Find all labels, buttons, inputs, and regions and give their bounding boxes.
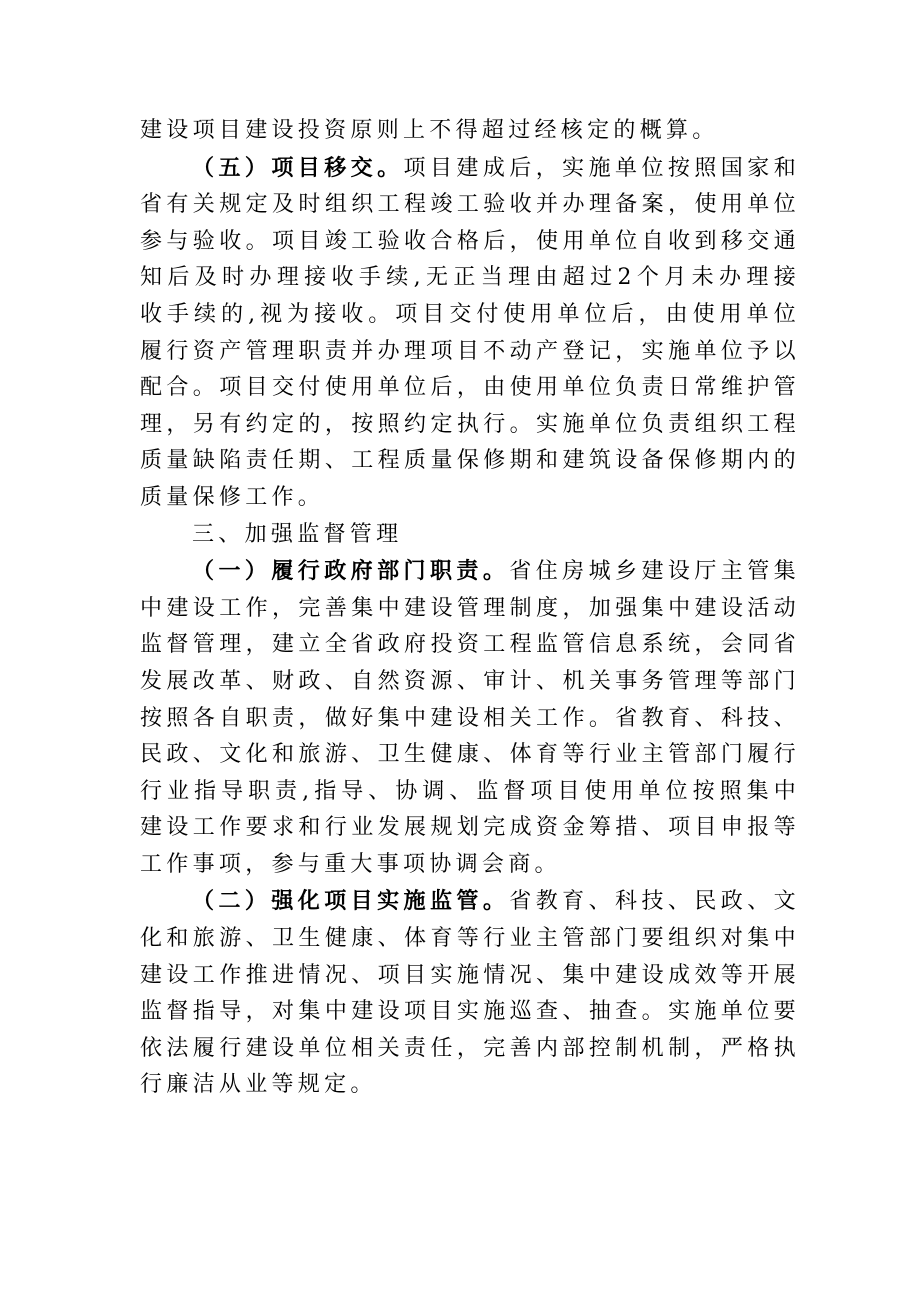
paragraph-heading: （二）强化项目实施监管。 (192, 888, 510, 915)
paragraph-heading: （五）项目移交。 (192, 154, 404, 181)
paragraph-government-duties (140, 553, 800, 883)
paragraph-supervision (140, 883, 800, 1104)
section-heading (140, 517, 800, 554)
document-body (140, 113, 800, 1104)
paragraph-heading: （一）履行政府部门职责。 (192, 558, 510, 585)
paragraph-text: 建设项目建设投资原则上不得超过经核定的概算。 (140, 118, 719, 143)
paragraph-text: 省教育、科技、民政、文化和旅游、卫生健康、体育等行业主管部门要组织对集中建设工作推进情况、项目实施情况、集中建设成效等开展监督指导，对集中建设项目实施巡查、抽查。实施单位要依法履行建设单位相关责任，完善内部控制机制，严格执行廉洁从业等规定。 (140, 889, 800, 1098)
section-heading-text: 三、加强监督管理 (192, 521, 403, 547)
paragraph-continuation (140, 113, 800, 150)
paragraph-project-handover (140, 150, 800, 517)
paragraph-text: 项目建成后，实施单位按照国家和省有关规定及时组织工程竣工验收并办理备案，使用单位参与验收。项目竣工验收合格后，使用单位自收到移交通知后及时办理接收手续,无正当理由超过2个月未办理接收手续的,视为接收。项目交付使用单位后，由使用单位履行资产管理职责并办理项目不动产登记，实施单位予以配合。项目交付使用单位后，由使用单位负责日常维护管理，另有约定的，按照约定执行。实施单位负责组织工程质量缺陷责任期、工程质量保修期和建筑设备保修期内的质量保修工作。 (140, 155, 800, 510)
paragraph-text: 省住房城乡建设厅主管集中建设工作，完善集中建设管理制度，加强集中建设活动监督管理，建立全省政府投资工程监管信息系统，会同省发展改革、财政、自然资源、审计、机关事务管理等部门按照各自职责，做好集中建设相关工作。省教育、科技、民政、文化和旅游、卫生健康、体育等行业主管部门履行行业指导职责,指导、协调、监督项目使用单位按照集中建设工作要求和行业发展规划完成资金筹措、项目申报等工作事项，参与重大事项协调会商。 (140, 559, 800, 877)
